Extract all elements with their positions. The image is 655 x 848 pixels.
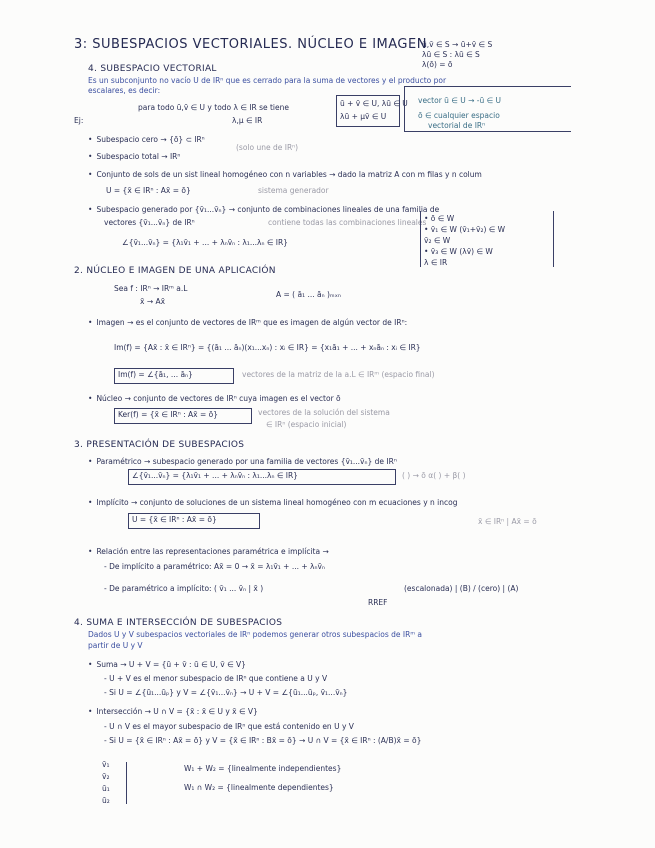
definition-text: Es un subconjunto no vacío U de IRⁿ que es cerrado para la suma de vectores y el producto por (88, 76, 447, 85)
condition-sum: ū + v̄ ∈ U, λū ∈ U (340, 99, 408, 108)
kernel-note: ∈ IRⁿ (espacio inicial) (266, 420, 347, 429)
map-definition: x̄ → Ax̄ (140, 297, 166, 306)
image-formula: Im(f) = {Ax̄ : x̄ ∈ IRⁿ} = {(ā₁ ... āₙ)(x₁...xₙ) : xᵢ ∈ IR} = {x₁ā₁ + ... + xₙāₙ : xᵢ ∈ IR} (114, 343, 421, 352)
list-formula: U = {x̄ ∈ IRⁿ : Ax̄ = ō} (106, 186, 191, 195)
vector-brace (118, 762, 127, 804)
side-list-item: • v̄₁ ∈ W (v̄₁+v̄₂) ∈ W (424, 225, 506, 234)
list-item: • Paramétrico → subespacio generado por una familia de vectores {v̄₁...v̄ₙ} de IRⁿ (88, 457, 397, 467)
image-result: Im(f) = ∠{ā₁, ... āₙ} (118, 370, 193, 379)
section-heading: 2. NÚCLEO E IMAGEN DE UNA APLICACIÓN (74, 266, 276, 276)
parametric-side: ( ) → ō α( ) + β( ) (402, 471, 466, 480)
vector-label: ū₁ (102, 784, 110, 793)
implicit-formula: U = {x̄ ∈ IRⁿ : Ax̄ = ō} (132, 515, 217, 524)
condition-scalars: λ,μ ∈ IR (232, 116, 263, 125)
list-item: vectores {v̄₁...v̄ₙ} de IRⁿ (104, 218, 195, 227)
kernel-result: Ker(f) = {x̄ ∈ IRⁿ : Ax̄ = ō} (118, 410, 218, 419)
condition-intro: para todo ū,v̄ ∈ U y todo λ ∈ IR se tiene (138, 103, 289, 112)
list-note: (solo une de IRⁿ) (236, 143, 299, 152)
side-prop: ū,v̄ ∈ S → ū+v̄ ∈ S (422, 40, 493, 49)
section-intro: partir de U y V (88, 641, 143, 650)
list-item: • Subespacio generado por {v̄₁...v̄ₙ} → conjunto de combinaciones lineales de una familia de (88, 205, 439, 215)
section-heading: 4. SUBESPACIO VECTORIAL (88, 64, 217, 74)
matrix-definition: A = ( ā₁ ... āₙ )ₘₓₙ (276, 290, 341, 299)
example-label: Ej: (74, 116, 84, 125)
list-note: contiene todas las combinaciones lineales (268, 218, 427, 227)
section-intro: Dados U y V subespacios vectoriales de IRⁿ podemos generar otros subespacios de IRᵐ a (88, 630, 422, 639)
side-prop: λū ∈ S : λū ∈ S (422, 50, 480, 59)
intersection-result: W₁ ∩ W₂ = {linealmente dependientes} (184, 783, 334, 792)
condition-combination: λū + μv̄ ∈ U (340, 112, 387, 121)
image-note: vectores de la matriz de la a.L ∈ IRᵐ (espacio final) (242, 370, 435, 379)
relation-item: - De paramétrico a implícito: ( v̄₁ ... v̄ₙ | x̄ ) (104, 584, 264, 593)
list-item: • Imagen → es el conjunto de vectores de IRᵐ que es imagen de algún vector de IRⁿ: (88, 318, 407, 328)
note-text: vectorial de IRⁿ (428, 121, 486, 130)
kernel-note: vectores de la solución del sistema (258, 408, 390, 417)
side-prop: λ(ō) = ō (422, 60, 453, 69)
list-subitem: - Si U = ∠{ū₁...ūₚ} y V = ∠{v̄₁...v̄ₙ} → U + V = ∠{ū₁...ūₚ, v̄₁...v̄ₙ} (104, 688, 348, 697)
definition-text: escalares, es decir: (88, 86, 161, 95)
section-heading: 3. PRESENTACIÓN DE SUBESPACIOS (74, 440, 245, 450)
list-item: • Núcleo → conjunto de vectores de IRⁿ cuya imagen es el vector ō (88, 394, 341, 404)
list-subitem: - U ∩ V es el mayor subespacio de IRⁿ que está contenido en U y V (104, 722, 354, 731)
list-item: • Subespacio total → IRⁿ (88, 152, 180, 162)
implicit-side: x̄ ∈ IRⁿ | Ax̄ = ō (478, 517, 537, 526)
side-list-item: • ō ∈ W (424, 214, 455, 223)
list-item: • Subespacio cero → {ō} ⊂ IRⁿ (88, 135, 205, 145)
side-list-item: v̄₂ ∈ W (424, 236, 451, 245)
list-formula: ∠{v̄₁...v̄ₙ} = {λ₁v̄₁ + ... + λₙv̄ₙ : λ₁...λₙ ∈ IR} (122, 238, 288, 247)
vector-label: ū₂ (102, 796, 110, 805)
sum-result: W₁ + W₂ = {linealmente independientes} (184, 764, 342, 773)
list-item: • Intersección → U ∩ V = {x̄ : x̄ ∈ U y x̄ ∈ V} (88, 707, 258, 717)
relation-result: (escalonada) | (B) / (cero) | (A) (404, 584, 519, 593)
note-text: ō ∈ cualquier espacio (418, 111, 500, 120)
side-list-item: λ ∈ IR (424, 258, 448, 267)
list-item: • Suma → U + V = {ū + v̄ : ū ∈ U, v̄ ∈ V} (88, 660, 246, 670)
list-subitem: - U + V es el menor subespacio de IRⁿ que contiene a U y V (104, 674, 328, 683)
relation-item: - De implícito a paramétrico: Ax̄ = 0 → x̄ = λ₁v̄₁ + ... + λₙv̄ₙ (104, 562, 325, 571)
vector-label: v̄₂ (102, 772, 110, 781)
section-heading: 4. SUMA E INTERSECCIÓN DE SUBESPACIOS (74, 618, 283, 628)
note-text: vector ū ∈ U → -ū ∈ U (418, 96, 502, 105)
side-list-item: • v̄₃ ∈ W (λv̄) ∈ W (424, 247, 493, 256)
list-item: • Implícito → conjunto de soluciones de un sistema lineal homogéneo con m ecuaciones y n incog (88, 498, 457, 508)
parametric-formula: ∠{v̄₁...v̄ₙ} = {λ₁v̄₁ + ... + λₙv̄ₙ : λ₁...λₙ ∈ IR} (132, 471, 298, 480)
map-definition: Sea f : IRⁿ → IRᵐ a.L (114, 284, 188, 293)
rref-label: RREF (368, 598, 388, 607)
page-title: 3: SUBESPACIOS VECTORIALES. NÚCLEO E IMAGEN (74, 37, 427, 52)
list-note: sistema generador (258, 186, 329, 195)
list-subitem: - Si U = {x̄ ∈ IRⁿ : Ax̄ = ō} y V = {x̄ ∈ IRⁿ : Bx̄ = ō} → U ∩ V = {x̄ ∈ IRⁿ : (A/B)x̄ = ō} (104, 736, 422, 745)
list-item: • Relación entre las representaciones paramétrica e implícita → (88, 547, 329, 557)
list-item: • Conjunto de sols de un sist lineal homogéneo con n variables → dado la matriz A con m filas y n colum (88, 170, 482, 180)
vector-label: v̄₁ (102, 760, 110, 769)
